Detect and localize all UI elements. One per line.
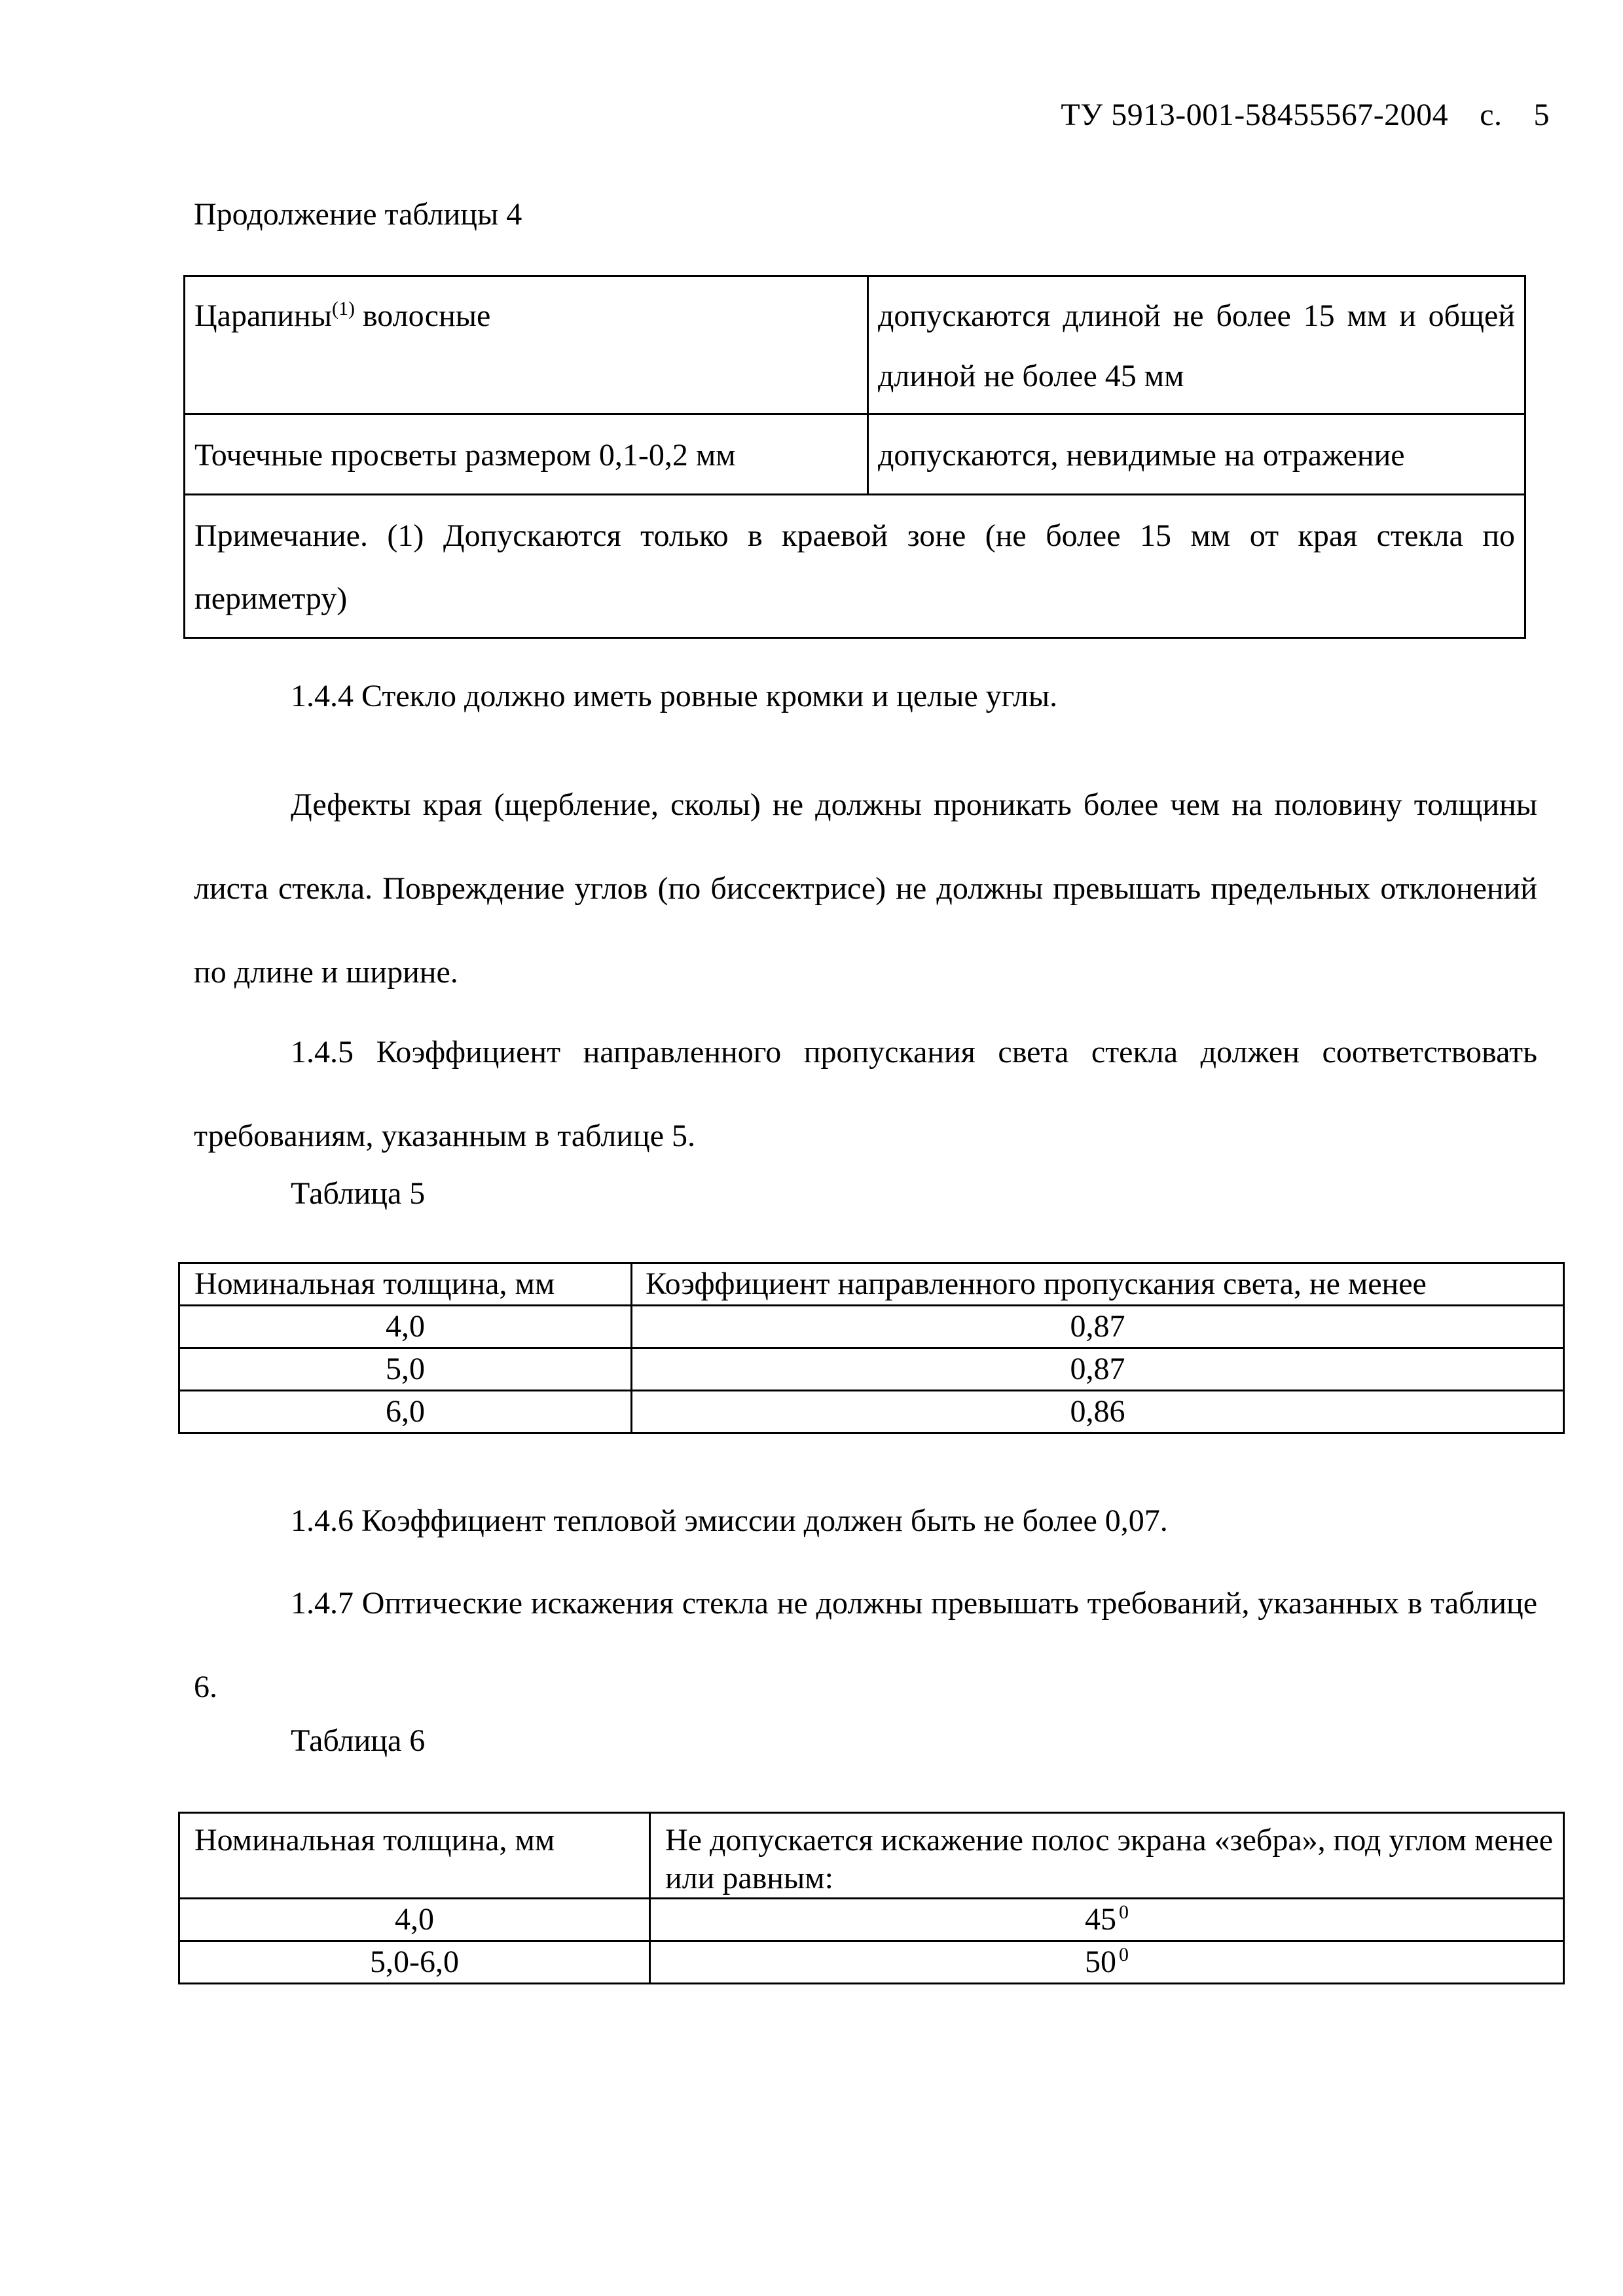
table-row	[179, 1306, 1564, 1348]
page-label: с.	[1480, 98, 1503, 132]
table-cell: 0,87	[632, 1348, 1564, 1391]
table-row	[185, 276, 1525, 414]
table-cell	[650, 1941, 1564, 1984]
table-cell: 5,0	[179, 1348, 632, 1391]
paragraph-1-4-7	[194, 1562, 1537, 1729]
paragraph-text: 1.4.7 Оптические искажения стекла не должны превышать требований, указанных в таблице 6.	[194, 1586, 1537, 1704]
table-cell: 6,0	[179, 1391, 632, 1433]
table-header-cell: Номинальная толщина, мм	[179, 1263, 632, 1306]
angle-value: 45	[1085, 1902, 1116, 1937]
table-cell: 0,87	[632, 1306, 1564, 1348]
degree-mark: 0	[1119, 1901, 1129, 1923]
paragraph-text: 1.4.5 Коэффициент направленного пропускания света стекла должен соответствовать требованиям, указанным в таблице 5.	[194, 1035, 1537, 1153]
page-header	[1061, 97, 1550, 133]
table-row	[185, 495, 1525, 638]
table-header-cell: Не допускается искажение полос экрана «зебра», под углом менее или равным:	[650, 1813, 1564, 1899]
defect-text: Царапины	[194, 298, 332, 333]
paragraph-text: Дефекты края (щербление, сколы) не должны проникать более чем на половину толщины листа стекла. Повреждение углов (по биссектрисе) не должны превышать предельных отклонений по длине и ширине.	[194, 787, 1537, 990]
table-header-cell: Коэффициент направленного пропускания света, не менее	[632, 1263, 1564, 1306]
angle-value: 50	[1085, 1945, 1116, 1979]
paragraph-edge-defects	[194, 763, 1537, 1014]
table-cell: 0,86	[632, 1391, 1564, 1433]
table-cell: допускаются, невидимые на отражение	[868, 414, 1525, 495]
table-header-cell: Номинальная толщина, мм	[179, 1813, 650, 1899]
table-row	[179, 1391, 1564, 1433]
doc-code: ТУ 5913-001-58455567-2004	[1061, 98, 1449, 132]
table-cell: 5,0-6,0	[179, 1941, 650, 1984]
table4	[183, 275, 1526, 639]
table4-caption: Продолжение таблицы 4	[194, 197, 522, 232]
table6	[178, 1812, 1565, 1984]
table-row	[179, 1348, 1564, 1391]
table-cell	[185, 276, 868, 414]
defect-suffix: волосные	[354, 298, 491, 333]
footnote-mark: (1)	[331, 298, 355, 319]
table-row	[179, 1941, 1564, 1984]
table-note: Примечание. (1) Допускаются только в краевой зоне (не более 15 мм от края стекла по периметру)	[185, 495, 1525, 638]
table-cell: допускаются длиной не более 15 мм и общей длиной не более 45 мм	[868, 276, 1525, 414]
table-row	[179, 1899, 1564, 1941]
table6-caption: Таблица 6	[291, 1723, 426, 1758]
page-number: 5	[1533, 98, 1550, 132]
paragraph-1-4-4: 1.4.4 Стекло должно иметь ровные кромки и целые углы.	[291, 679, 1058, 713]
table-cell: 4,0	[179, 1306, 632, 1348]
degree-mark: 0	[1119, 1944, 1129, 1965]
paragraph-1-4-5	[194, 1011, 1537, 1178]
table-row	[185, 414, 1525, 495]
table-cell: Точечные просветы размером 0,1-0,2 мм	[185, 414, 868, 495]
table-cell	[650, 1899, 1564, 1941]
table-cell: 4,0	[179, 1899, 650, 1941]
table-header-row	[179, 1263, 1564, 1306]
table5-caption: Таблица 5	[291, 1176, 426, 1211]
paragraph-1-4-6: 1.4.6 Коэффициент тепловой эмиссии должен быть не более 0,07.	[291, 1503, 1168, 1538]
table-header-row	[179, 1813, 1564, 1899]
table5	[178, 1262, 1565, 1434]
